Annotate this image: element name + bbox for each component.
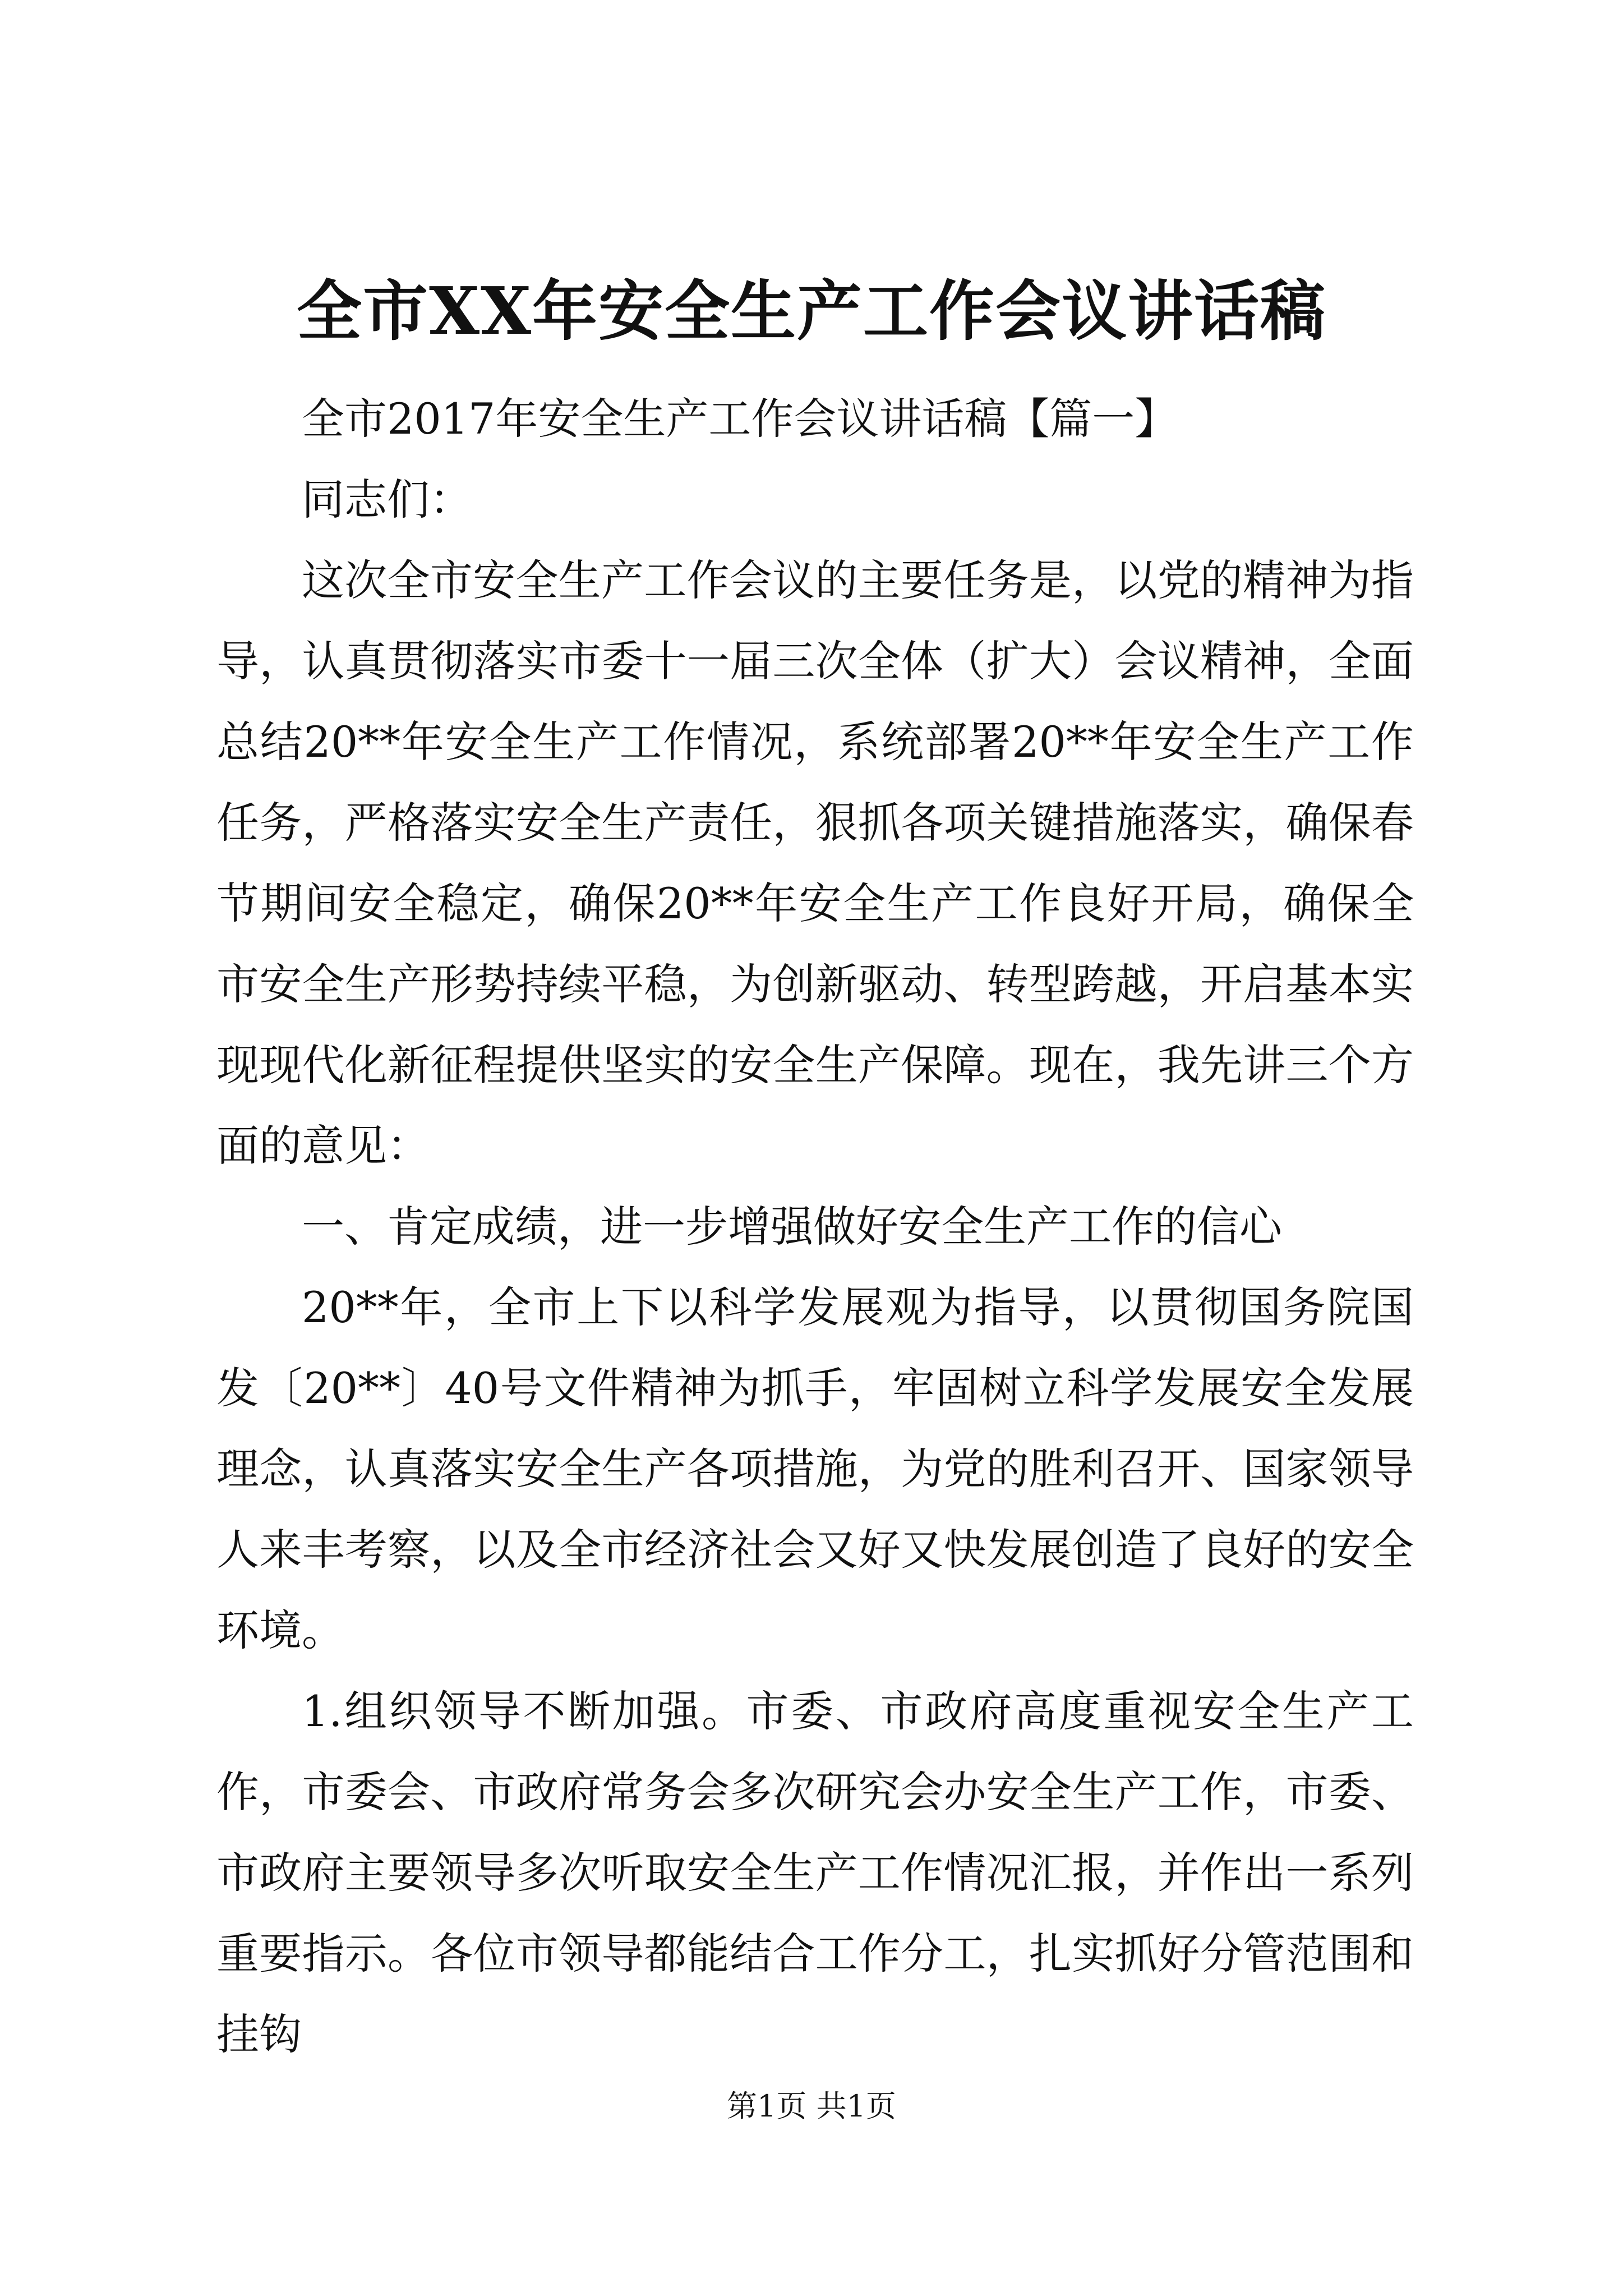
body-paragraph: 20**年，全市上下以科学发展观为指导，以贯彻国务院国发〔20**〕40号文件精神为抓手，牢固树立科学发展安全发展理念，认真落实安全生产各项措施，为党的胜利召开、国家领导人来丰考察，以及全市经济社会又好又快发展创造了良好的安全环境。 [216, 1282, 1414, 1655]
body-paragraph: 这次全市安全生产工作会议的主要任务是，以党的精神为指导，认真贯彻落实市委十一届三次全体（扩大）会议精神，全面总结20**年安全生产工作情况，系统部署20**年安全生产工作任务，严格落实安全生产责任，狠抓各项关键措施落实，确保春节期间安全稳定，确保20**年安全生产工作良好开局，确保全市安全生产形势持续平稳，为创新驱动、转型跨越，开启基本实现现代化新征程提供坚实的安全生产保障。现在，我先讲三个方面的意见： [216, 555, 1414, 1171]
salutation-paragraph: 同志们： [302, 475, 472, 524]
subtitle-paragraph: 全市2017年安全生产工作会议讲话稿【篇一】 [302, 394, 1178, 444]
page-footer: 第1页 共1页 [727, 2088, 896, 2124]
section-heading: 一、肯定成绩，进一步增强做好安全生产工作的信心 [302, 1202, 1282, 1251]
document-title: 全市XX年安全生产工作会议讲话稿 [296, 273, 1326, 349]
document-body [216, 379, 1414, 2075]
body-paragraph: 1.组织领导不断加强。市委、市政府高度重视安全生产工作，市委会、市政府常务会多次研究会办安全生产工作，市委、市政府主要领导多次听取安全生产工作情况汇报，并作出一系列重要指示。各位市领导都能结合工作分工，扎实抓好分管范围和挂钩 [216, 1686, 1414, 2059]
